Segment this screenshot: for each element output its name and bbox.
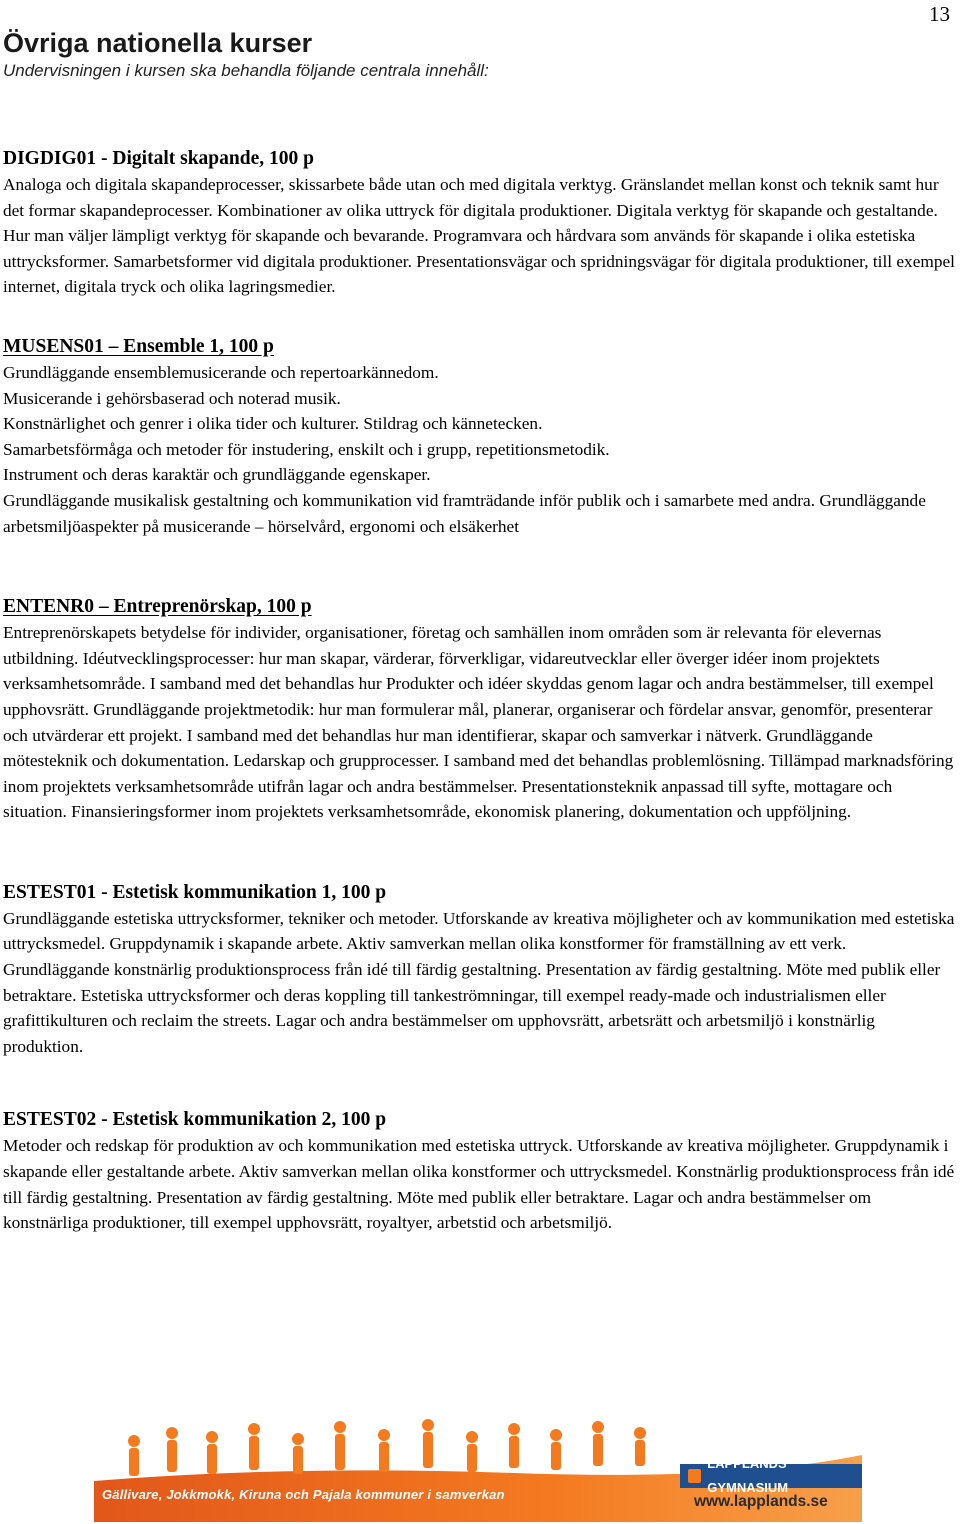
logo-prefix: LAPPLANDS <box>707 1456 787 1471</box>
course-title: ENTENR0 – Entreprenörskap, 100 p <box>3 596 312 618</box>
page-title: Övriga nationella kurser <box>3 28 313 58</box>
content-line: Musicerande i gehörsbaserad och noterad musik. <box>3 388 341 408</box>
footer-towns-text: Gällivare, Jokkmokk, Kiruna och Pajala kommuner i samverkan <box>102 1487 505 1502</box>
page-header <box>3 28 903 82</box>
course-sections <box>3 146 955 1236</box>
course-content <box>3 360 955 539</box>
content-line: Grundläggande musikalisk gestaltning och kommunikation vid framträdande inför publik och i samarbete med andra. Grundläggande arbetsmiljöaspekter på musicerande – hörselvård, ergonomi och elsäkerhet <box>3 490 926 536</box>
logo-mark-icon <box>688 1469 701 1483</box>
course-content: Metoder och redskap för produktion av och kommunikation med estetiska uttryck. Utforskande av kreativa möjligheter. Gruppdynamik i skapande eller gestaltande arbete. Aktiv samverkan mellan olika konstformer och uttrycksmedel. Konstnärlig produktionsprocess från idé till färdig gestaltning. Presentation av färdig gestaltning. Möte med publik eller betraktare. Lagar och andra bestämmelser om konstnärliga produktioner, till exempel upphovsrätt, royaltyer, arbetstid och arbetsmiljö. <box>3 1136 955 1233</box>
course-content: Analoga och digitala skapandeprocesser, skissarbete både utan och med digitala verktyg. Gränslandet mellan konst och teknik samt hur det formar skapandeprocesser. Kombinationer av olika uttryck för digitala produktioner. Digitala verktyg för skapande och gestaltande. Hur man väljer lämpligt verktyg för skapande och bevarande. Programvara och hårdvara som används för skapande i olika estetiska uttrycksformer. Samarbetsformer vid digitala produktioner. Presentationsvägar och spridningsvägar för digitala produktioner, till exempel internet, digitala tryck och olika lagringsmedier. <box>3 175 955 297</box>
page-subtitle: Undervisningen i kursen ska behandla följande centrala innehåll: <box>3 61 489 80</box>
footer-banner <box>94 1415 862 1522</box>
course-title: MUSENS01 – Ensemble 1, 100 p <box>3 335 274 357</box>
content-line: Grundläggande ensemblemusicerande och repertoarkännedom. <box>3 362 439 382</box>
course-section-estest02 <box>3 1107 955 1235</box>
content-line: Konstnärlighet och genrer i olika tider och kulturer. Stildrag och kännetecken. <box>3 414 543 434</box>
course-title: DIGDIG01 - Digitalt skapande, 100 p <box>3 148 314 169</box>
footer-url: www.lapplands.se <box>694 1493 828 1510</box>
course-content: Grundläggande estetiska uttrycksformer, tekniker och metoder. Utforskande av kreativa möjligheter och av kommunikation med estetiska uttrycksmedel. Gruppdynamik i skapande arbete. Aktiv samverkan mellan olika konstformer för framställning av ett verk. Grundläggande konstnärlig produktionsprocess från idé till färdig gestaltning. Presentation av färdig gestaltning. Möte med publik eller betraktare. Estetiska uttrycksformer och deras koppling till tankeströmningar, till exempel ready-made och industrialismen eller grafittikulturen och reclaim the streets. Lagar och andra bestämmelser om upphovsrätt, arbetsrätt och arbetsmiljö i konstnärlig produktion. <box>3 908 955 1056</box>
course-title: ESTEST02 - Estetisk kommunikation 2, 100 p <box>3 1109 387 1131</box>
content-line: Instrument och deras karaktär och grundläggande egenskaper. <box>3 465 431 485</box>
course-section-estest01 <box>3 880 955 1060</box>
content-line: Samarbetsförmåga och metoder för instudering, enskilt och i grupp, repetitionsmetodik. <box>3 439 610 459</box>
course-title: ESTEST01 - Estetisk kommunikation 1, 100 p <box>3 881 387 903</box>
lapplands-gymnasium-logo <box>680 1456 862 1495</box>
course-section-musens01 <box>3 334 955 539</box>
course-section-digdig01 <box>3 146 955 300</box>
page-number: 13 <box>929 2 950 26</box>
logo-suffix: GYMNASIUM <box>707 1480 789 1495</box>
course-content: Entreprenörskapets betydelse för individer, organisationer, företag och samhällen inom områden som är relevanta för elevernas utbildning. Idéutvecklingsprocesser: hur man skapar, värderar, förverkligar, vidareutvecklar eller överger idéer inom projektets verksamhetsområde. I samband med det behandlas hur Produkter och idéer skyddas genom lagar och andra bestämmelser, till exempel upphovsrätt. Grundläggande projektmetodik: hur man formulerar mål, planerar, organiserar och fördelar ansvar, genomför, presenterar och utvärderar ett projekt. I samband med det behandlas hur man identifierar, skapar och samverkar i nätverk. Grundläggande mötesteknik och dokumentation. Ledarskap och grupprocesser. I samband med det behandlas problemlösning. Tillämpad marknadsföring inom projektets verksamhetsområde utifrån lagar och andra bestämmelser. Presentationsteknik anpassad till syfte, mottagare och situation. Finansieringsformer inom projektets verksamhetsområde, ekonomisk planering, dokumentation och uppföljning. <box>3 623 954 822</box>
course-section-entenr0 <box>3 594 955 825</box>
people-silhouettes-icon <box>128 1419 646 1476</box>
